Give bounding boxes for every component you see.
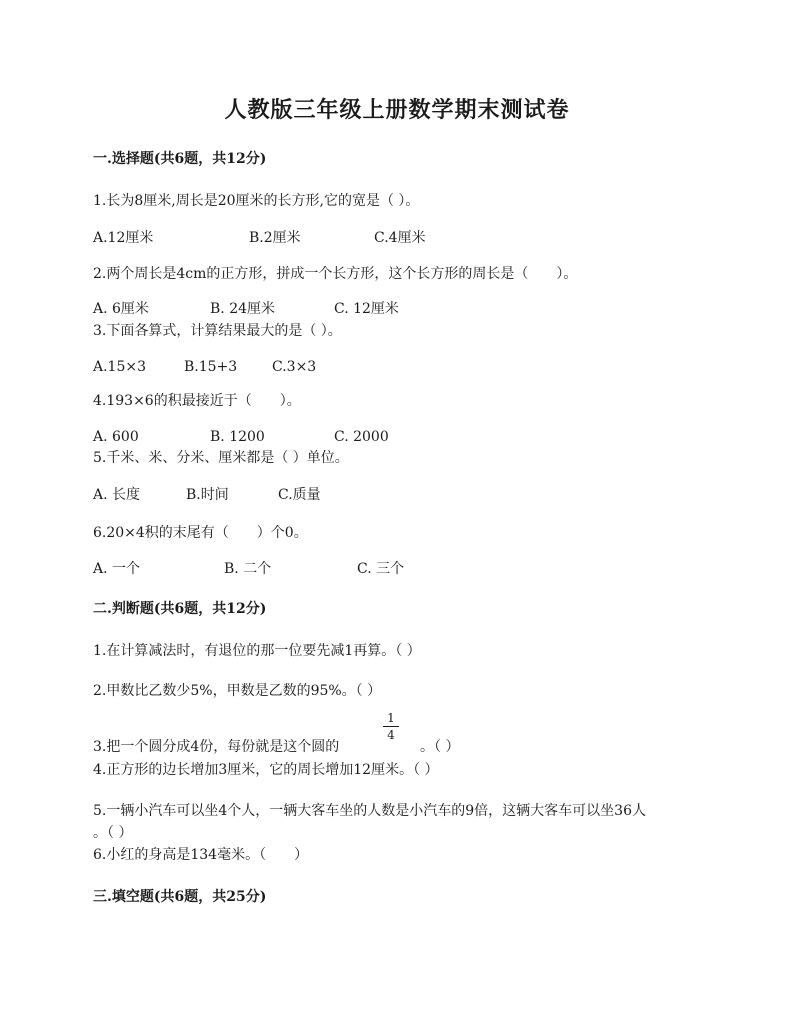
question-stem: 6.小红的身高是134毫米。（ ） (93, 847, 309, 863)
fraction (383, 711, 399, 742)
option-a: A.12厘米 (93, 230, 154, 246)
question-stem-tail: 。（ ） (420, 739, 460, 755)
question-stem: 3.下面各算式，计算结果最大的是（ ）。 (93, 323, 342, 339)
question-stem: 3.把一个圆分成4份，每份就是这个圆的 (93, 739, 340, 755)
option-b: B.时间 (186, 487, 229, 503)
option-b: B. 1200 (210, 429, 265, 445)
question-stem-continued: 。（ ） (93, 825, 133, 841)
section-heading-choice: 一.选择题(共6题，共12分) (93, 151, 267, 167)
question-stem: 6.20×4积的末尾有（ ）个0。 (93, 525, 308, 541)
fraction-numerator: 1 (387, 711, 395, 725)
question-stem: 4.正方形的边长增加3厘米，它的周长增加12厘米。（ ） (93, 762, 439, 778)
question-stem: 5.千米、米、分米、厘米都是（ ）单位。 (93, 450, 349, 466)
option-a: A. 一个 (93, 561, 141, 577)
option-b: B. 24厘米 (210, 301, 276, 317)
question-stem: 4.193×6的积最接近于（ ）。 (93, 393, 301, 409)
option-c: C.质量 (278, 487, 321, 503)
section-heading-fill-blank: 三.填空题(共6题，共25分) (93, 889, 267, 905)
question-stem: 2.两个周长是4cm的正方形，拼成一个长方形，这个长方形的周长是（ ）。 (93, 266, 578, 282)
question-stem: 1.在计算减法时，有退位的那一位要先减1再算。（ ） (93, 643, 421, 659)
option-a: A. 600 (93, 429, 139, 445)
question-stem: 5.一辆小汽车可以坐4个人，一辆大客车坐的人数是小汽车的9倍，这辆大客车可以坐36人 (93, 803, 646, 819)
option-b: B.15+3 (184, 359, 238, 375)
question-stem: 1.长为8厘米,周长是20厘米的长方形,它的宽是（ ）。 (93, 193, 420, 209)
option-c: C.3×3 (272, 359, 317, 375)
option-c: C.4厘米 (374, 230, 426, 246)
page-title: 人教版三年级上册数学期末测试卷 (224, 97, 570, 123)
option-c: C. 三个 (357, 561, 405, 577)
option-a: A. 长度 (93, 487, 141, 503)
option-c: C. 12厘米 (334, 301, 399, 317)
question-stem: 2.甲数比乙数少5%，甲数是乙数的95%。（ ） (93, 683, 382, 699)
option-c: C. 2000 (334, 429, 389, 445)
option-b: B.2厘米 (249, 230, 301, 246)
option-a: A. 6厘米 (93, 301, 149, 317)
fraction-bar (383, 726, 399, 727)
section-heading-judgement: 二.判断题(共6题，共12分) (93, 601, 267, 617)
fraction-denominator: 4 (387, 728, 395, 742)
option-b: B. 二个 (224, 561, 272, 577)
option-a: A.15×3 (93, 359, 147, 375)
